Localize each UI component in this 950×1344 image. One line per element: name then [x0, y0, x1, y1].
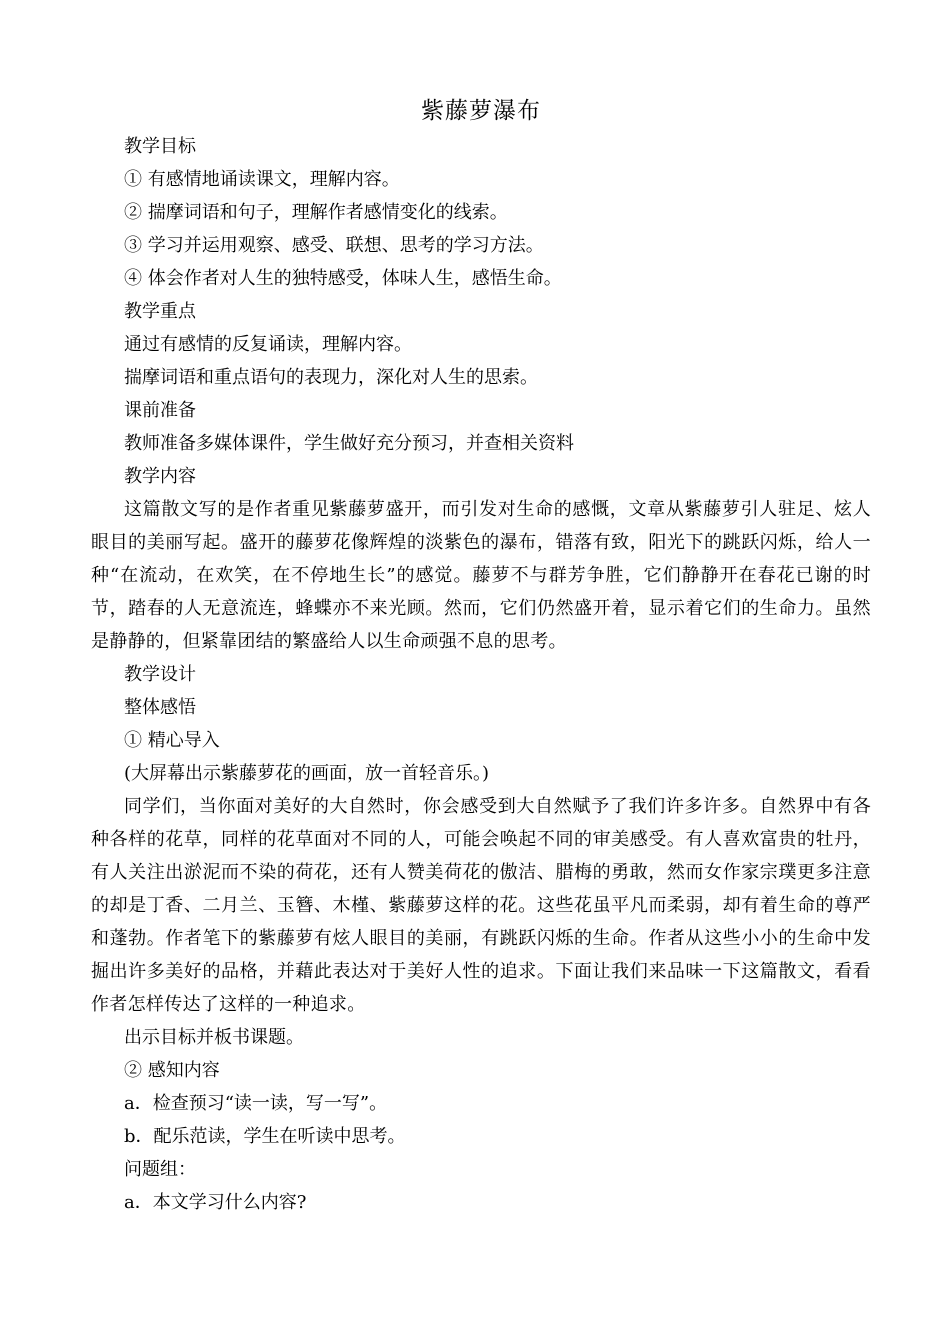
content-paragraph: 这篇散文写的是作者重见紫藤萝盛开，而引发对生命的感慨，文章从紫藤萝引人驻足、炫人眼目的美丽写起。盛开的藤萝花像辉煌的淡紫色的瀑布，错落有致，阳光下的跳跃闪烁，给人一种“在流动，在欢笑，在不停地生长”的感觉。藤萝不与群芳争胜，它们静静开在春花已谢的时节，踏春的人无意流连，蜂蝶亦不来光顾。然而，它们仍然盛开着，显示着它们的生命力。虽然是静静的，但紧靠团结的繁盛给人以生命顽强不息的思考。	[91, 499, 871, 652]
heading-preparation: 课前准备	[124, 400, 196, 421]
question-group-label: 问题组：	[124, 1159, 196, 1180]
heading-teaching-design: 教学设计	[124, 664, 196, 685]
goal-item-3: ③ 学习并运用观察、感受、联想、思考的学习方法。	[124, 235, 544, 256]
introduction-paragraph: 同学们，当你面对美好的大自然时，你会感受到大自然赋予了我们许多许多。自然界中有各种各样的花草，同样的花草面对不同的人，可能会唤起不同的审美感受。有人喜欢富贵的牡丹，有人关注出淤泥而不染的荷花，还有人赞美荷花的傲洁、腊梅的勇敢，然而女作家宗璞更多注意的却是丁香、二月兰、玉簪、木槿、紫藤萝这样的花。这些花虽平凡而柔弱，却有着生命的尊严和蓬勃。作者笔下的紫藤萝有炫人眼目的美丽，有跳跃闪烁的生命。作者从这些小小的生命中发掘出许多美好的品格，并藉此表达对于美好人性的追求。下面让我们来品味一下这篇散文，看看作者怎样传达了这样的一种追求。	[91, 796, 871, 1015]
question-item-a: a．本文学习什么内容?	[124, 1192, 307, 1213]
step-perceive-content: ② 感知内容	[124, 1060, 220, 1081]
screen-note: (大屏幕出示紫藤萝花的画面，放一首轻音乐。)	[124, 763, 490, 784]
heading-overall-perception: 整体感悟	[124, 697, 196, 718]
heading-teaching-goals: 教学目标	[124, 136, 196, 157]
goal-item-2: ② 揣摩词语和句子，理解作者感情变化的线索。	[124, 202, 508, 223]
heading-teaching-content: 教学内容	[124, 466, 196, 487]
document-title: 紫藤萝瀑布	[421, 98, 541, 124]
heading-key-points: 教学重点	[124, 301, 196, 322]
model-reading-item: b．配乐范读，学生在听读中思考。	[124, 1126, 406, 1147]
check-preview-item: a．检查预习“读一读，写一写”。	[124, 1093, 388, 1114]
key-point-1: 通过有感情的反复诵读，理解内容。	[124, 334, 412, 355]
goal-item-4: ④ 体会作者对人生的独特感受，体味人生，感悟生命。	[124, 268, 562, 289]
step-introduction: ① 精心导入	[124, 730, 220, 751]
show-goals-line: 出示目标并板书课题。	[124, 1027, 304, 1048]
goal-item-1: ① 有感情地诵读课文，理解内容。	[124, 169, 400, 190]
document-page	[91, 96, 871, 1219]
key-point-2: 揣摩词语和重点语句的表现力，深化对人生的思索。	[124, 367, 538, 388]
preparation-text: 教师准备多媒体课件，学生做好充分预习，并查相关资料	[124, 433, 574, 454]
